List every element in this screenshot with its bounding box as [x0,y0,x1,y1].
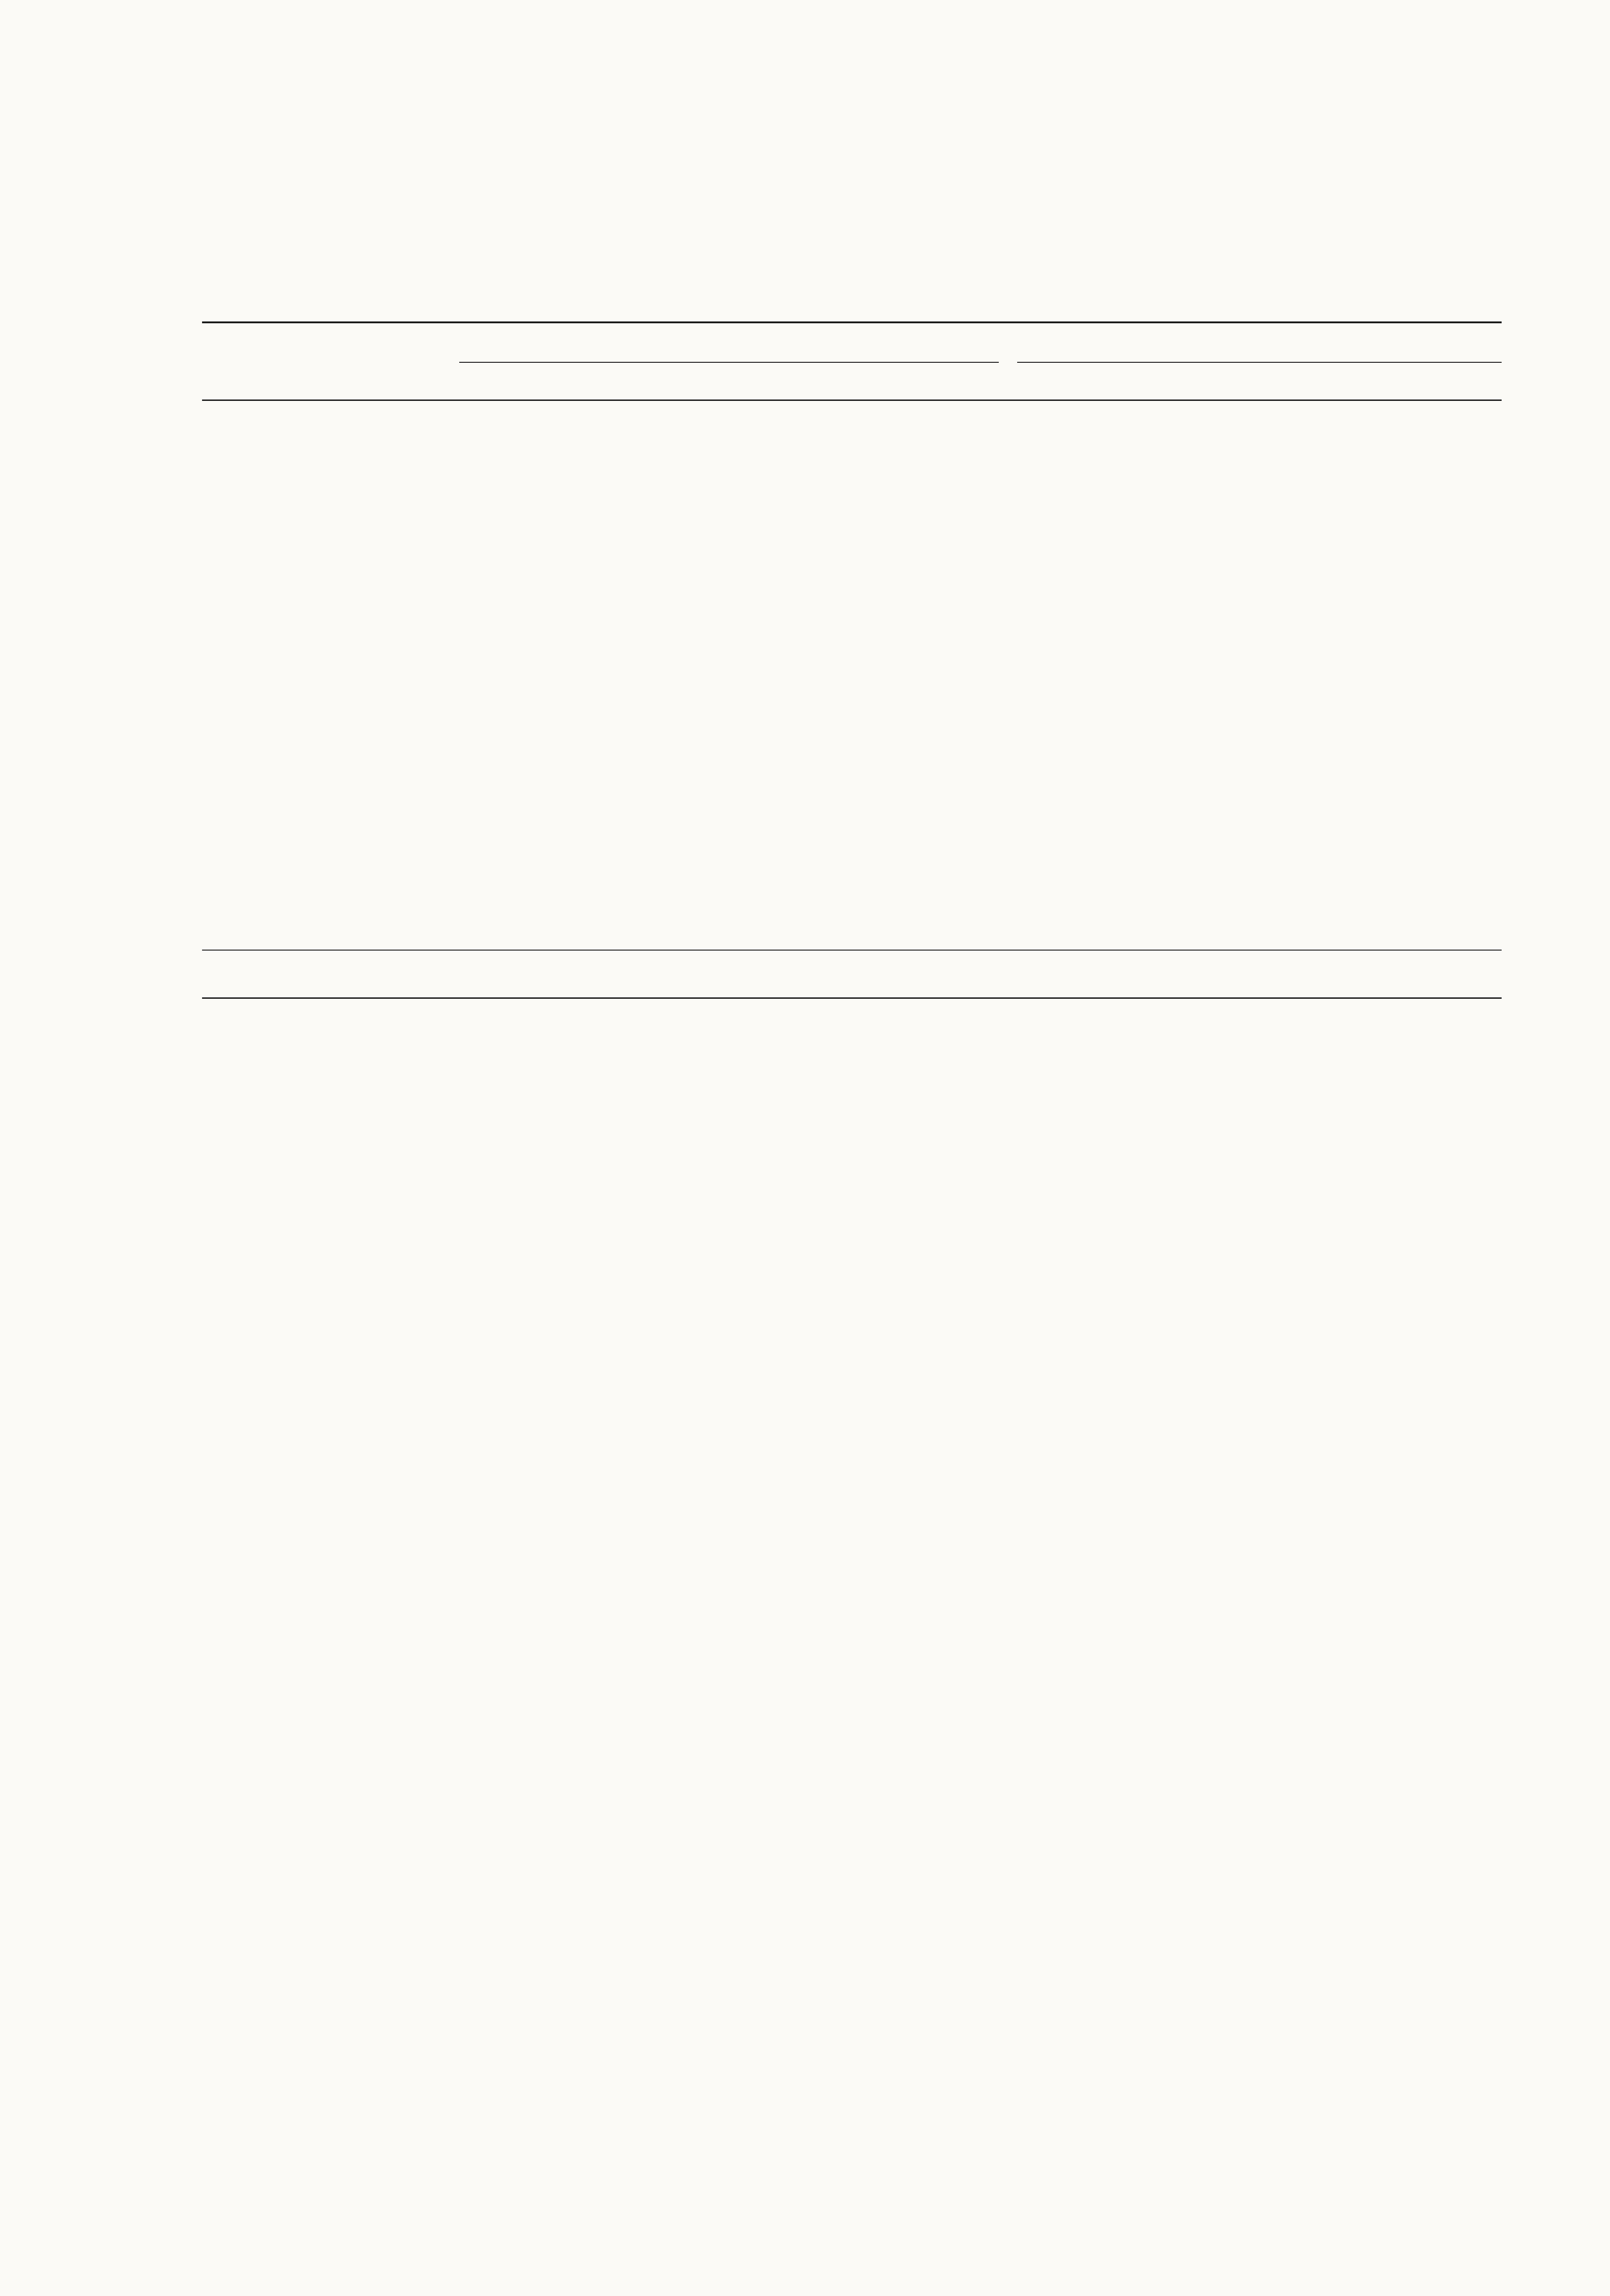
mine-group-rule [459,362,999,363]
metal-group-rule [1017,362,1502,363]
running-header [202,134,1410,185]
total-rule [202,950,1502,951]
table-header-rule [202,400,1502,401]
table-top-rule [202,321,1502,323]
table-bottom-rule [202,997,1502,999]
